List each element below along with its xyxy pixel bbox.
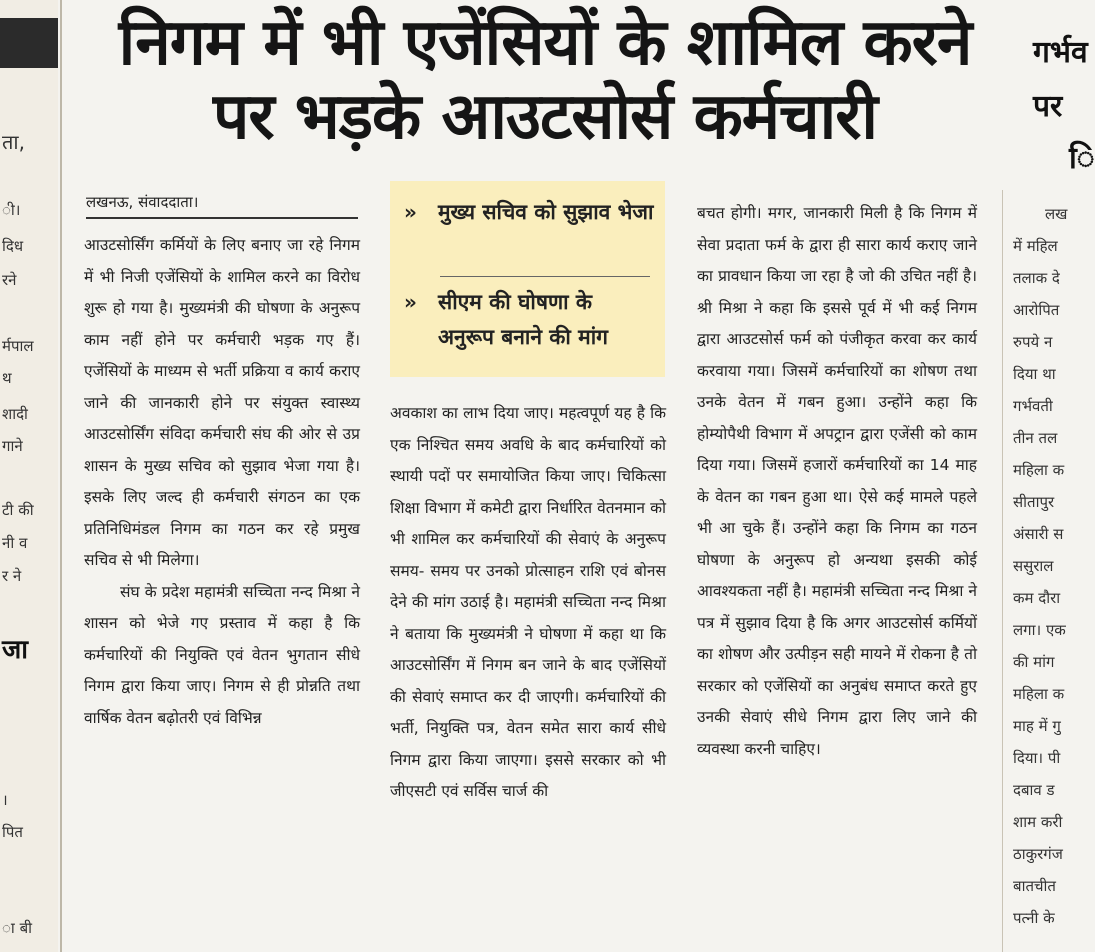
left-fragment: दिध [2, 237, 24, 255]
right-fragment: में महिल [1013, 237, 1058, 255]
right-fragment: दिया। पी [1013, 749, 1061, 767]
right-fragment: पत्नी के [1013, 909, 1055, 927]
column-divider [60, 0, 62, 952]
right-adjacent-article [1005, 0, 1095, 952]
right-fragment: तीन तल [1013, 429, 1058, 447]
right-fragment: दबाव ड [1013, 781, 1055, 799]
right-fragment: ठाकुरगंज [1013, 845, 1063, 863]
left-heading-bar [0, 18, 58, 68]
highlight-text: मुख्य सचिव को सुझाव भेजा [438, 200, 654, 224]
byline-rule [86, 217, 358, 219]
paragraph: बचत होगी। मगर, जानकारी मिली है कि निगम में सेवा प्रदाता फर्म के द्वारा ही सारा कार्य कराए जाने का प्रावधान किया जा रहा है जो की उचित नहीं है। श्री मिश्रा ने कहा कि इससे पूर्व में भी कई निगम द्वारा आउटसोर्स फर्म को पंजीकृत करवा कर कार्य करवाया गया। जिसमें कर्मचारियों का शोषण तथा उनके वेतन में गबन हुआ। उन्होंने कहा कि होम्योपैथी विभाग में अपट्रान द्वारा एजेंसी को काम दिया गया। जिसमें हजारों कर्मचारियों का 14 माह के वेतन का गबन हुआ था। ऐसे कई मामले पहले भी आ चुके हैं। उन्होंने कहा कि निगम का गठन घोषणा के अनुरूप हो अन्यथा इसकी कोई आवश्यकता नहीं है। महामंत्री सच्चिता नन्द मिश्रा ने पत्र में सुझाव दिया है कि अगर आउटसोर्स कर्मियों का शोषण और उत्पीड़न सही मायने में रोकना है तो सरकार को एजेंसियों का अनुबंध समाप्त करते हुए उनकी सेवाएं सीधे निगम द्वारा लिए जाने की व्यवस्था करनी चाहिए। [697, 204, 977, 758]
left-fragment: पित [2, 823, 23, 841]
right-fragment: रुपये न [1013, 333, 1053, 351]
right-heading-fragment: ि [1069, 141, 1095, 176]
highlight-item [404, 195, 654, 230]
article-column-3 [697, 198, 977, 765]
highlight-separator [440, 276, 650, 277]
left-fragment: ी। [2, 201, 21, 219]
left-fragment: गाने [2, 437, 23, 455]
headline-line-1: निगम में भी एजेंसियों के शामिल करने [118, 6, 972, 80]
right-fragment: की मांग [1013, 653, 1055, 671]
right-fragment: अंसारी स [1013, 525, 1064, 543]
right-heading-fragment: पर [1033, 89, 1063, 124]
right-fragment: लगा। एक [1013, 621, 1066, 639]
right-fragment: तलाक दे [1013, 269, 1060, 287]
left-fragment: टी की [2, 501, 34, 519]
article-column-1 [84, 230, 360, 734]
right-fragment: दिया था [1013, 365, 1056, 383]
left-fragment: र ने [2, 567, 22, 585]
column-divider [1002, 190, 1003, 952]
left-fragment-heading: जा [2, 635, 29, 665]
right-fragment: लख [1045, 205, 1068, 223]
highlights-box [390, 181, 665, 377]
right-fragment: गर्भवती [1013, 397, 1053, 415]
byline: लखनऊ, संवाददाता। [86, 193, 199, 211]
right-fragment: महिला क [1013, 685, 1065, 703]
right-fragment: सीतापुर [1013, 493, 1055, 511]
left-fragment: थ [2, 369, 12, 387]
headline-line-2: पर भड़के आउटसोर्स कर्मचारी [213, 80, 877, 154]
left-fragment: र्मपाल [2, 337, 34, 355]
double-chevron-icon: » [404, 290, 417, 314]
right-fragment: ससुराल [1013, 557, 1054, 575]
right-fragment: शाम करी [1013, 813, 1063, 831]
left-adjacent-article [0, 0, 58, 952]
article-headline [100, 6, 990, 154]
paragraph: संघ के प्रदेश महामंत्री सच्चिता नन्द मिश्रा ने शासन को भेजे गए प्रस्ताव में कहा है कि कर्मचारियों की नियुक्ति एवं वेतन भुगतान सीधे निगम द्वारा किया जाए। निगम से ही प्रोन्नति तथा वार्षिक वेतन बढ़ोतरी एवं विभिन्न [84, 582, 360, 727]
right-fragment: महिला क [1013, 461, 1065, 479]
right-fragment: कम दौरा [1013, 589, 1061, 607]
left-fragment: नी व [2, 534, 28, 552]
paragraph: आउटसोर्सिंग कर्मियों के लिए बनाए जा रहे निगम में भी निजी एजेंसियों के शामिल करने का विरोध शुरू हो गया है। मुख्यमंत्री की घोषणा के अनुरूप काम नहीं होने पर कर्मचारी भड़क गए हैं। एजेंसियों के माध्यम से भर्ती प्रक्रिया व कार्य कराए जाने की जानकारी होने पर संयुक्त स्वास्थ्य आउटसोर्सिंग संविदा कर्मचारी संघ की ओर से उप्र शासन के मुख्य सचिव को सुझाव भेजा गया है। इसके लिए जल्द ही कर्मचारी संगठन का एक प्रतिनिधिमंडल निगम का गठन कर रहे प्रमुख सचिव से भी मिलेगा। [84, 236, 360, 569]
left-fragment: शादी [2, 405, 28, 423]
article-column-2 [390, 398, 666, 808]
right-fragment: बातचीत [1013, 877, 1056, 895]
right-fragment: आरोपित [1013, 301, 1060, 319]
left-fragment: ता, [2, 130, 25, 154]
right-heading-fragment: गर्भव [1033, 35, 1088, 70]
paragraph: अवकाश का लाभ दिया जाए। महत्वपूर्ण यह है कि एक निश्चित समय अवधि के बाद कर्मचारियों को स्थायी पदों पर समायोजित किया जाए। चिकित्सा शिक्षा विभाग में कमेटी द्वारा निर्धारित वेतनमान को भी शामिल कर कर्मचारियों की सेवाएं के अनुरूप समय- समय पर उनको प्रोत्साहन राशि एवं बोनस देने की मांग उठाई है। महामंत्री सच्चिता नन्द मिश्रा ने बताया कि मुख्यमंत्री ने घोषणा में कहा था कि आउटसोर्सिंग में निगम बन जाने के बाद एजेंसियों की सेवाएं समाप्त कर दी जाएगी। कर्मचारियों की भर्ती, नियुक्ति पत्र, वेतन समेत सारा कार्य सीधे निगम द्वारा किया जाएगा। इससे सरकार को भी जीएसटी एवं सर्विस चार्ज की [390, 404, 666, 800]
left-fragment: ा बी [2, 919, 33, 937]
highlight-text: सीएम की घोषणा के अनुरूप बनाने की मांग [438, 290, 609, 349]
left-fragment: रने [2, 271, 17, 289]
left-fragment: । [2, 791, 8, 809]
double-chevron-icon: » [404, 200, 417, 224]
highlight-item [404, 285, 654, 355]
right-fragment: माह में गु [1013, 717, 1061, 735]
